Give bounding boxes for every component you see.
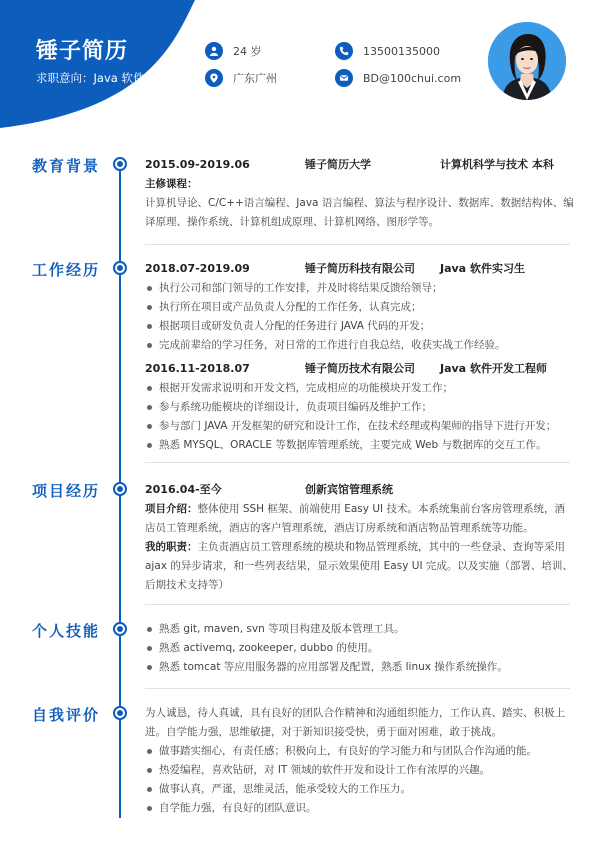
job-period: 2018.07-2019.09 — [145, 262, 250, 275]
education-major: 计算机科学与技术 本科 — [440, 158, 554, 171]
project-duty-label: 我的职责： — [145, 541, 198, 553]
age-text: 24 岁 — [233, 45, 262, 58]
project-intro-label: 项目介绍： — [145, 503, 198, 515]
job-objective: 求职意向：Java 软件开发 — [36, 71, 168, 85]
job-entry-head — [145, 359, 575, 379]
phone-text: 13500135000 — [363, 44, 440, 58]
timeline-node-skills — [113, 622, 127, 636]
job-bullet: 熟悉 MYSQL、ORACLE 等数据库管理系统，主要完成 Web 与数据库的交互工作。 — [145, 436, 575, 455]
section-divider — [145, 462, 570, 463]
section-title-project: 项目经历 — [32, 482, 101, 500]
email-text: BD@100chui.com — [363, 71, 462, 85]
timeline-node-self-evaluation — [113, 706, 127, 720]
self-evaluation-section — [145, 704, 575, 818]
job-bullet: 根据项目或研发负责人分配的任务进行 JAVA 代码的开发； — [145, 317, 575, 336]
project-intro-text: 整体使用 SSH 框架、前端使用 Easy UI 技术。本系统集前台客房管理系统，酒店员工管理系统，酒店的客户管理系统，酒店订房系统和酒店物品管理系统等功能。 — [145, 503, 565, 534]
job-bullet: 参与部门 JAVA 开发框架的研究和设计工作，在技术经理或构架师的指导下进行开发； — [145, 417, 575, 436]
location-icon — [205, 69, 223, 87]
profile-photo — [488, 22, 566, 100]
job-bullet: 执行所在项目或产品负责人分配的工作任务，认真完成； — [145, 298, 575, 317]
resume-header — [0, 0, 600, 130]
education-entry-head — [145, 155, 575, 175]
project-intro — [145, 500, 575, 538]
timeline-node-work — [113, 261, 127, 275]
work-section — [145, 259, 575, 455]
project-name: 创新宾馆管理系统 — [305, 483, 393, 496]
skill-item: 熟悉 git, maven, svn 等项目构建及版本管理工具。 — [145, 620, 575, 639]
skill-item: 熟悉 activemq, zookeeper, dubbo 的使用。 — [145, 639, 575, 658]
project-entry-head — [145, 480, 575, 500]
job-company: 锤子简历技术有限公司 — [305, 362, 415, 375]
education-period: 2015.09-2019.06 — [145, 158, 250, 171]
project-duty-text: 主负责酒店员工管理系统的模块和物品管理系统，其中的一些登录、查询等采用 ajax 的异步请求，和一些列表结果，显示效果使用 Easy UI 完成。以及实施（部署、培训、后期技术支持等） — [145, 541, 573, 591]
job-bullet: 参与系统功能模块的详细设计，负责项目编码及维护工作； — [145, 398, 575, 417]
location-info — [205, 69, 277, 87]
project-period: 2016.04-至今 — [145, 483, 222, 496]
section-divider — [145, 244, 570, 245]
self-evaluation-item: 热爱编程，喜欢钻研，对 IT 领域的软件开发和设计工作有浓厚的兴趣。 — [145, 761, 575, 780]
email-info — [335, 69, 461, 87]
section-title-self-evaluation: 自我评价 — [32, 706, 101, 724]
section-title-education: 教育背景 — [32, 157, 101, 175]
section-title-work: 工作经历 — [32, 261, 101, 279]
section-divider — [145, 688, 570, 689]
job-company: 锤子简历科技有限公司 — [305, 262, 415, 275]
job-bullet: 根据开发需求说明和开发文档，完成相应的功能模块开发工作； — [145, 379, 575, 398]
user-icon — [205, 42, 223, 60]
phone-info — [335, 42, 440, 60]
education-school: 锤子简历大学 — [305, 158, 371, 171]
education-courses: 计算机导论、C/C++语言编程、Java 语言编程、算法与程序设计、数据库、数据结构体、编译原理、操作系统、计算机组成原理、计算机网络、图形学等。 — [145, 197, 574, 228]
project-duty — [145, 538, 575, 595]
section-title-skills: 个人技能 — [32, 622, 101, 640]
education-section — [145, 155, 575, 232]
job-entry-head — [145, 259, 575, 279]
self-evaluation-intro: 为人诚恳，待人真诚，具有良好的团队合作精神和沟通组织能力，工作认真、踏实、积极上进。自学能力强，思维敏捷，对于新知识接受快，勇于面对困难，敢于挑战。 — [145, 707, 565, 738]
job-period: 2016.11-2018.07 — [145, 362, 250, 375]
mail-icon — [335, 69, 353, 87]
job-position: Java 软件开发工程师 — [440, 362, 547, 375]
header-background-shape — [0, 0, 260, 130]
age-info — [205, 42, 262, 60]
timeline-node-education — [113, 157, 127, 171]
project-section — [145, 480, 575, 595]
self-evaluation-item: 自学能力强，有良好的团队意识。 — [145, 799, 575, 818]
self-evaluation-item: 做事踏实细心，有责任感；积极向上，有良好的学习能力和与团队合作沟通的能。 — [145, 742, 575, 761]
skill-item: 熟悉 tomcat 等应用服务器的应用部署及配置，熟悉 linux 操作系统操作。 — [145, 658, 575, 677]
location-text: 广东广州 — [233, 72, 277, 85]
job-bullet: 完成前辈给的学习任务，对日常的工作进行自我总结，收获实战工作经验。 — [145, 336, 575, 355]
timeline-node-project — [113, 482, 127, 496]
self-evaluation-item: 做事认真，严谨，思维灵活，能承受较大的工作压力。 — [145, 780, 575, 799]
phone-icon — [335, 42, 353, 60]
job-position: Java 软件实习生 — [440, 262, 525, 275]
education-course-label: 主修课程： — [145, 178, 198, 190]
job-bullet: 执行公司和部门领导的工作安排，并及时将结果反馈给领导； — [145, 279, 575, 298]
section-divider — [145, 604, 570, 605]
candidate-name: 锤子简历 — [36, 39, 129, 64]
skills-section — [145, 620, 575, 677]
